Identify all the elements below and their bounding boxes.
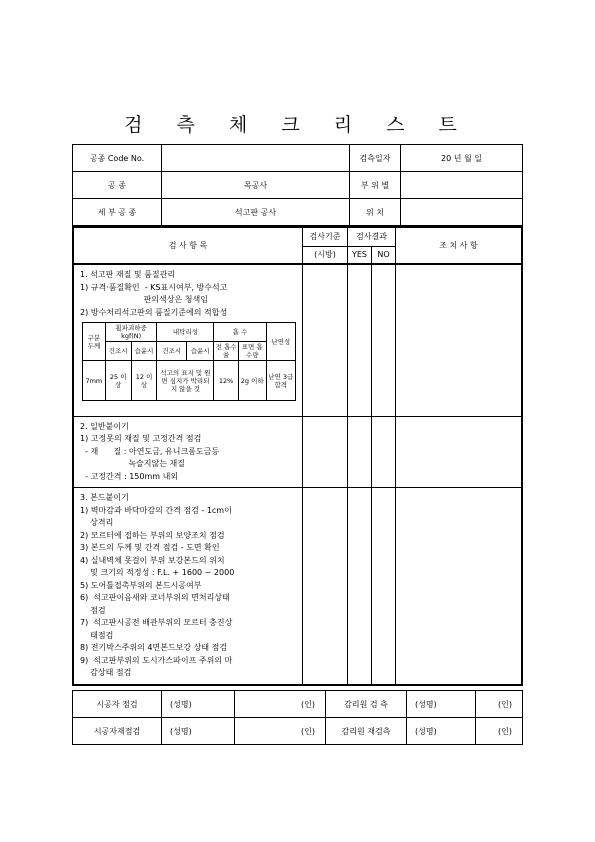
criteria-cell[interactable]: [303, 264, 348, 416]
part-label: 부 위 별: [350, 172, 401, 199]
contractor-recheck-seal[interactable]: (인): [235, 718, 326, 745]
section2-line: 2. 일반붙이기: [80, 421, 129, 431]
spec-moisture-header: 내탁리성: [157, 323, 214, 342]
section3-line: 2) 모르터에 접하는 부위의 보양조치 점검: [80, 530, 225, 540]
action-header: 조 치 사 항: [396, 227, 523, 264]
criteria-header: 검사기준: [303, 227, 348, 246]
criteria-cell[interactable]: [303, 488, 348, 685]
subwork-label: 세 부 공 종: [73, 199, 162, 226]
yes-cell[interactable]: [348, 488, 372, 685]
work-value-field[interactable]: 목공사: [162, 172, 350, 199]
section-material-quality: [73, 264, 303, 416]
supervisor-reinspect-sign-field[interactable]: (성명): [407, 718, 476, 745]
location-label: 위 치: [350, 199, 401, 226]
inspection-table: [72, 226, 523, 686]
spec-corner-header: [83, 323, 106, 361]
location-value-field[interactable]: [401, 199, 523, 226]
spec-full-absorb-header: 전 흡수율: [215, 343, 237, 359]
spec-flame-header: 난연성: [266, 323, 295, 361]
section2-line: 녹슬지않는 재질: [80, 459, 185, 468]
work-label: 공 종: [73, 172, 162, 199]
supervisor-reinspect-label: 감리원 재검측: [326, 718, 407, 745]
section1-line: 2) 방수처리석고판의 품질기준에의 적합성: [80, 307, 228, 317]
section-bond-attach: [73, 488, 303, 685]
action-cell[interactable]: [396, 488, 523, 685]
section3-line: 6) 석고판이음새와 코너부위의 면처리상태: [80, 593, 230, 602]
spec-wet-header: 습윤시: [131, 342, 157, 361]
action-cell[interactable]: [396, 264, 523, 416]
yes-cell[interactable]: [348, 264, 372, 416]
result-header: 검사결과: [348, 227, 396, 246]
criteria-sub-header: (시방): [303, 246, 348, 264]
contractor-check-label: 시공자 점검: [73, 691, 162, 718]
spec-absorb-header: 흡 수: [214, 323, 266, 342]
spec-wet-header: 습윤시: [186, 342, 214, 361]
code-label: 공종 Code No.: [73, 145, 162, 172]
code-value-field[interactable]: [162, 145, 350, 172]
section3-line: 및 크기의 적정성 : F.L. + 1600 ~ 2000: [80, 568, 235, 577]
quality-spec-table: [82, 322, 296, 401]
part-value-field[interactable]: [401, 172, 523, 199]
section3-line: 1) 벽마감과 바닥마감의 간격 점검 - 1cm이: [80, 505, 232, 515]
spec-gubun-label: 구분: [87, 333, 101, 342]
criteria-cell[interactable]: [303, 416, 348, 488]
header-table: [72, 144, 523, 226]
contractor-recheck-sign-field[interactable]: (성명): [162, 718, 235, 745]
section3-line: 태점검: [80, 630, 114, 640]
spec-value: 난연 3급 합격: [266, 361, 295, 401]
items-header: 검 사 항 목: [73, 227, 303, 264]
no-cell[interactable]: [372, 488, 396, 685]
section3-line: 3. 본드붙이기: [80, 493, 129, 502]
action-cell[interactable]: [396, 416, 523, 488]
section2-line: - 고정간격 : 150mm 내외: [80, 471, 179, 481]
spec-value: 12%: [214, 361, 238, 401]
spec-value: 25 이상: [105, 361, 131, 401]
supervisor-inspect-sign-field[interactable]: (성명): [407, 691, 476, 718]
page-title: 검 측 체 크 리 스 트: [124, 114, 471, 136]
section3-line: 3) 본드의 두께 및 간격 점검 - 도면 확인: [80, 543, 220, 552]
contractor-check-seal[interactable]: (인): [235, 691, 326, 718]
section1-line: 1. 석고판 재질 및 품질관리: [80, 270, 176, 279]
supervisor-inspect-label: 감리원 검 측: [326, 691, 407, 718]
contractor-recheck-label: 시공자재점검: [73, 718, 162, 745]
spec-thickness: 7mm: [83, 361, 106, 401]
section3-line: 상격리: [80, 518, 114, 527]
section2-line: 1) 고정못의 재질 및 고정간격 점검: [80, 434, 202, 443]
section2-line: - 재 질 : 아연도금, 유니크롬도금등: [80, 446, 220, 456]
spec-dry-header: 건조시: [105, 342, 131, 361]
section-general-attach: [73, 416, 303, 488]
spec-strength-header: 휨파괴하중 kgf(N): [105, 323, 157, 342]
signature-table: [72, 690, 523, 745]
supervisor-inspect-seal[interactable]: (인): [476, 691, 523, 718]
spec-surface-absorb-header: 표면 흡수량: [238, 342, 266, 361]
yes-header: YES: [348, 246, 372, 264]
no-header: NO: [372, 246, 396, 264]
no-cell[interactable]: [372, 416, 396, 488]
section1-line: 판의색상은 청색임: [80, 295, 208, 304]
spec-value: 12 이상: [131, 361, 157, 401]
subwork-value-field[interactable]: 석고판 공사: [162, 199, 350, 226]
section3-line: 감상태 점검: [80, 668, 132, 677]
section3-line: 5) 도어틀접촉부위의 본드시공여부: [80, 580, 202, 590]
yes-cell[interactable]: [348, 416, 372, 488]
spec-value: 석고의 표지 및 원면 심지가 박리되지 않을 것: [157, 361, 214, 401]
supervisor-reinspect-seal[interactable]: (인): [476, 718, 523, 745]
spec-dugge-label: 두께: [87, 341, 101, 350]
section3-line: 4) 실내벽체 못걸이 부위 보강본드의 위치: [80, 555, 225, 565]
spec-value: 2g 이하: [238, 361, 266, 401]
section3-line: 8) 전기박스주위의 4면본드보강 상태 점검: [80, 643, 228, 652]
contractor-check-sign-field[interactable]: (성명): [162, 691, 235, 718]
date-label: 검측일자: [350, 145, 401, 172]
section3-line: 점검: [80, 605, 106, 615]
no-cell[interactable]: [372, 264, 396, 416]
section3-line: 7) 석고판시공전 배관부위의 모르터 충진상: [80, 618, 233, 627]
date-value-field[interactable]: 20 년 월 일: [401, 145, 523, 172]
spec-dry-header: 건조시: [157, 342, 186, 361]
section1-line: 1) 규격·품질확인 - KS표시여부, 방수석고: [80, 282, 228, 292]
section3-line: 9) 석고판부위의 도시가스파이프 주위의 마: [80, 655, 233, 665]
